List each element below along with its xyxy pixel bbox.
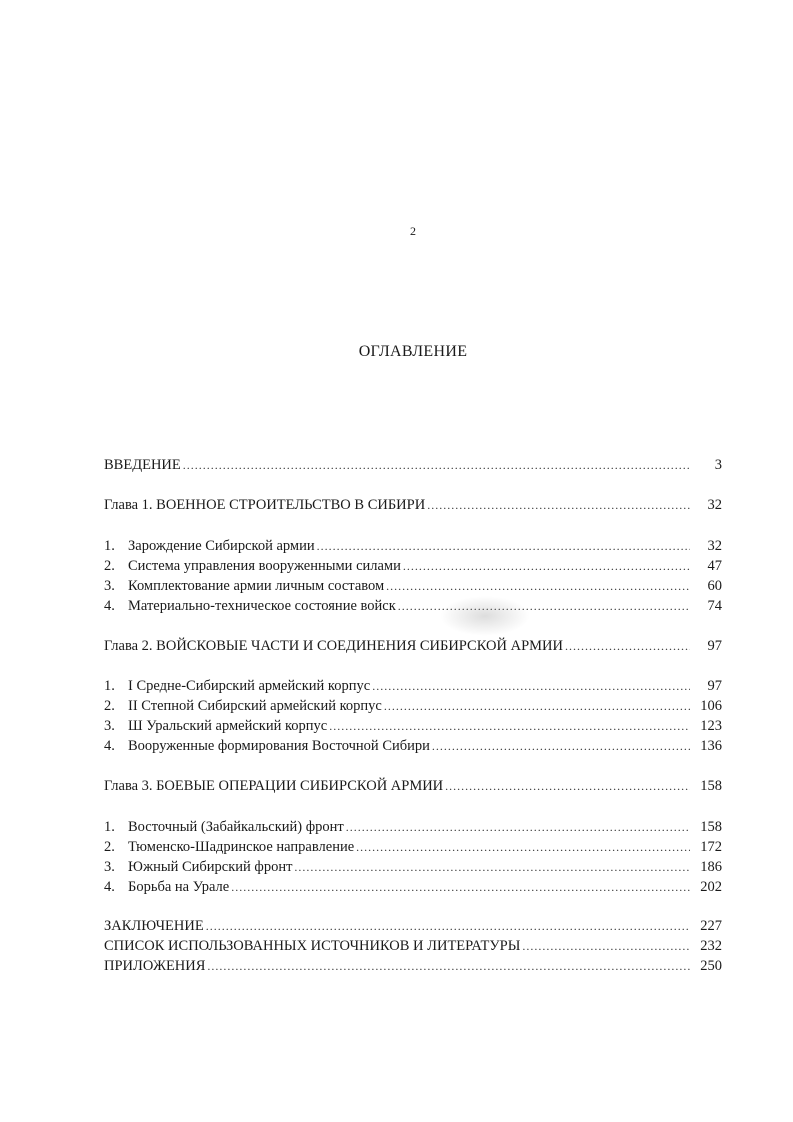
toc-leader-dots (317, 537, 690, 555)
toc-entry-label: Ш Уральский армейский корпус (128, 718, 328, 734)
toc-entry-section (104, 537, 722, 555)
toc-entry-page: 97 (707, 638, 722, 654)
toc-entry-label: Тюменско-Шадринское направление (128, 839, 355, 855)
toc-leader-dots (398, 597, 690, 615)
toc-entry-number: 2. (104, 698, 115, 714)
toc-entry-section (104, 818, 722, 836)
toc-entry-conclusion (104, 917, 722, 935)
toc-entry-page: 158 (700, 819, 722, 835)
toc-entry-label: Восточный (Забайкальский) фронт (128, 819, 344, 835)
toc-entry-chapter-1 (104, 496, 722, 514)
toc-entry-number: 1. (104, 819, 115, 835)
toc-entry-label: ПРИЛОЖЕНИЯ (104, 958, 206, 974)
toc-leader-dots (403, 557, 690, 575)
toc-entry-page: 227 (700, 918, 722, 934)
toc-entry-section (104, 677, 722, 695)
toc-entry-label: ВВЕДЕНИЕ (104, 457, 181, 473)
toc-entry-section (104, 717, 722, 735)
toc-entry-section (104, 557, 722, 575)
toc-entry-page: 32 (707, 497, 722, 513)
toc-leader-dots (183, 456, 690, 474)
toc-leader-dots (427, 496, 690, 514)
toc-leader-dots (231, 878, 690, 896)
toc-entry-section (104, 597, 722, 615)
toc-entry-label: Южный Сибирский фронт (128, 859, 293, 875)
toc-leader-dots (346, 818, 690, 836)
toc-leader-dots (329, 717, 690, 735)
toc-entry-bibliography (104, 937, 722, 955)
toc-entry-label: Глава 1. ВОЕННОЕ СТРОИТЕЛЬСТВО В СИБИРИ (104, 497, 426, 513)
toc-leader-dots (445, 777, 690, 795)
toc-entry-label: СПИСОК ИСПОЛЬЗОВАННЫХ ИСТОЧНИКОВ И ЛИТЕРАТУРЫ (104, 938, 521, 954)
toc-entry-page: 172 (700, 839, 722, 855)
toc-entry-page: 3 (714, 457, 722, 473)
toc-entry-section (104, 697, 722, 715)
toc-leader-dots (294, 858, 690, 876)
toc-entry-page: 74 (707, 598, 722, 614)
toc-entry-number: 3. (104, 578, 115, 594)
toc-entry-section (104, 878, 722, 896)
toc-entry-chapter-2 (104, 637, 722, 655)
toc-entry-number: 2. (104, 558, 115, 574)
toc-title: ОГЛАВЛЕНИЕ (358, 343, 468, 360)
toc-entry-page: 32 (707, 538, 722, 554)
toc-entry-section (104, 577, 722, 595)
toc-entry-label: Борьба на Урале (128, 879, 230, 895)
toc-entry-label: ЗАКЛЮЧЕНИЕ (104, 918, 204, 934)
toc-entry-appendices (104, 957, 722, 975)
toc-entry-label: Вооруженные формирования Восточной Сибири (128, 738, 430, 754)
toc-entry-number: 3. (104, 859, 115, 875)
toc-entry-label: II Степной Сибирский армейский корпус (128, 698, 382, 714)
toc-entry-introduction (104, 456, 722, 474)
toc-entry-number: 2. (104, 839, 115, 855)
toc-entry-chapter-3 (104, 777, 722, 795)
toc-entry-number: 1. (104, 538, 115, 554)
toc-leader-dots (432, 737, 690, 755)
toc-entry-label: Глава 3. БОЕВЫЕ ОПЕРАЦИИ СИБИРСКОЙ АРМИИ (104, 778, 444, 794)
toc-leader-dots (565, 637, 690, 655)
toc-entry-page: 123 (700, 718, 722, 734)
toc-entry-number: 4. (104, 598, 115, 614)
toc-entry-page: 202 (700, 879, 722, 895)
toc-leader-dots (356, 838, 690, 856)
toc-leader-dots (384, 697, 690, 715)
toc-leader-dots (206, 917, 690, 935)
toc-entry-number: 4. (104, 738, 115, 754)
toc-entry-page: 158 (700, 778, 722, 794)
toc-leader-dots (386, 577, 690, 595)
toc-entry-label: Система управления вооруженными силами (128, 558, 401, 574)
toc-entry-page: 232 (700, 938, 722, 954)
toc-entry-page: 106 (700, 698, 722, 714)
toc-entry-section (104, 838, 722, 856)
toc-entry-number: 1. (104, 678, 115, 694)
page-number: 2 (410, 224, 416, 238)
toc-entry-label: Зарождение Сибирской армии (128, 538, 315, 554)
toc-entry-label: Материально-техническое состояние войск (128, 598, 396, 614)
toc-entry-page: 47 (707, 558, 722, 574)
toc-entry-number: 3. (104, 718, 115, 734)
toc-entry-page: 250 (700, 958, 722, 974)
toc-entry-label: I Средне-Сибирский армейский корпус (128, 678, 371, 694)
toc-entry-section (104, 858, 722, 876)
toc-entry-label: Комплектование армии личным составом (128, 578, 385, 594)
toc-entry-number: 4. (104, 879, 115, 895)
toc-leader-dots (207, 957, 690, 975)
toc-entry-page: 60 (707, 578, 722, 594)
toc-entry-section (104, 737, 722, 755)
toc-entry-page: 186 (700, 859, 722, 875)
toc-entry-label: Глава 2. ВОЙСКОВЫЕ ЧАСТИ И СОЕДИНЕНИЯ СИБИРСКОЙ АРМИИ (104, 638, 563, 654)
toc-leader-dots (522, 937, 690, 955)
toc-entry-page: 97 (707, 678, 722, 694)
toc-leader-dots (372, 677, 690, 695)
toc-entry-page: 136 (700, 738, 722, 754)
